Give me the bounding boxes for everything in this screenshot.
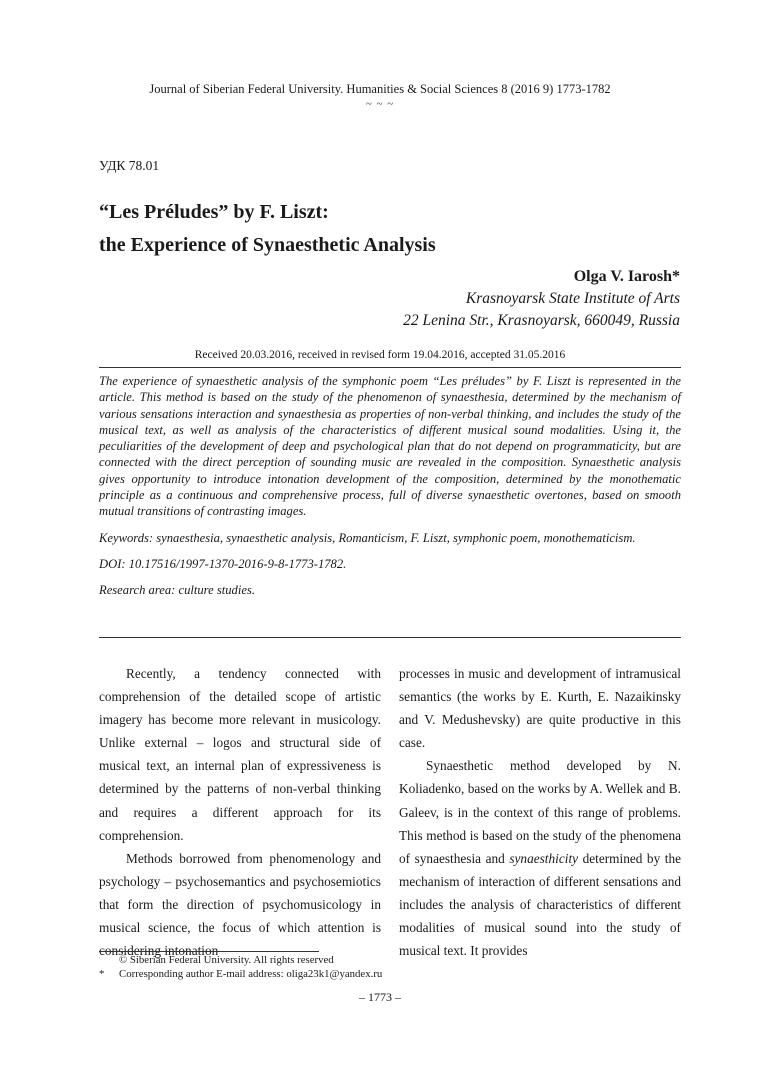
doi: DOI: 10.17516/1997-1370-2016-9-8-1773-1782. — [99, 556, 347, 571]
body-paragraph: processes in music and development of intramusical semantics (the works by E. Kurth, E. Nazaikinsky and V. Medushevsky) are quite productive in this case. — [399, 666, 681, 751]
abstract-section — [99, 373, 681, 599]
author-address: 22 Lenina Str., Krasnoyarsk, 660049, Russia — [403, 312, 680, 329]
footnote-rule — [99, 951, 319, 952]
corresponding-author-note — [99, 967, 382, 981]
received-dates: Received 20.03.2016, received in revised form 19.04.2016, accepted 31.05.2016 — [194, 349, 566, 361]
body-text: Synaesthetic method developed by N. Koliadenko, based on the works by A. Wellek and B. Galeev, is in the context of this range of problems. This method is based on the study of the phenomena of synaesthesia and — [399, 758, 681, 866]
header-ornament: ~ ~ ~ — [365, 98, 395, 110]
keywords: Keywords: synaesthesia, synaesthetic analysis, Romanticism, F. Liszt, symphonic poem, monothematicism. — [99, 530, 636, 545]
abstract-bottom-rule — [99, 637, 681, 638]
footnotes — [99, 953, 382, 981]
body-paragraph — [399, 754, 681, 962]
title-line-2: the Experience of Synaesthetic Analysis — [99, 234, 436, 256]
udk-code: УДК 78.01 — [99, 158, 160, 173]
author-affiliation: Krasnoyarsk State Institute of Arts — [465, 290, 680, 307]
abstract-top-rule — [99, 367, 681, 368]
copyright-note: © Siberian Federal University. All rights reserved — [119, 954, 334, 966]
author-name: Olga V. Iarosh* — [573, 268, 680, 285]
body-text: determined by the mechanism of interaction of different sensations and includes the analysis of characteristics of different modalities of musical sound into the study of musical text. It provides — [399, 850, 682, 959]
body-column-left — [99, 662, 381, 962]
body-paragraph: Methods borrowed from phenomenology and psychology – psychosemantics and psychosemiotics that form the direction of psychomusicology in musical science, the focus of which attention is considering intonation — [99, 850, 381, 959]
journal-header: Journal of Siberian Federal University. Humanities & Social Sciences 8 (2016 9) 1773-1782 — [149, 82, 611, 96]
page-number: – 1773 – — [359, 990, 401, 1004]
body-column-right — [399, 662, 681, 962]
paper-title — [99, 196, 679, 262]
research-area: Research area: culture studies. — [99, 583, 255, 598]
corresponding-author-email: Corresponding author E-mail address: oliga23k1@yandex.ru — [119, 968, 383, 980]
title-line-1: “Les Préludes” by F. Liszt: — [99, 201, 329, 223]
abstract-text: The experience of synaesthetic analysis of the symphonic poem “Les préludes” by F. Liszt is represented in the article. This method is based on the study of the phenomenon of synaesthesia, determined by the mechanism of various sensations interaction and synaesthesia as properties of non-verbal thinking, and includes the study of the musical text, as well as analysis of the characteristics of different musical sound modalities. Using it, the peculiarities of the development of deep and psychological plan that do not depend on programmaticity, but are connected with the direct perception of sounding music are revealed in the composition. Synaesthetic analysis gives opportunity to introduce intonation development of the composition, determined by the monothematic principle as a continuous and comprehensive process, full of diverse synaesthetic overtones, based on smooth mutual transitions of contrasting images. — [99, 374, 681, 519]
footnote-marker: * — [99, 968, 105, 980]
body-italic-term: synaesthicity — [509, 850, 579, 866]
author-block — [403, 266, 680, 332]
body-paragraph: Recently, a tendency connected with comprehension of the detailed scope of artistic imagery has become more relevant in musicology. Unlike external – logos and structural side of musical text, an internal plan of expressiveness is determined by the patterns of non-verbal thinking and requires a different approach for its comprehension. — [99, 666, 381, 843]
